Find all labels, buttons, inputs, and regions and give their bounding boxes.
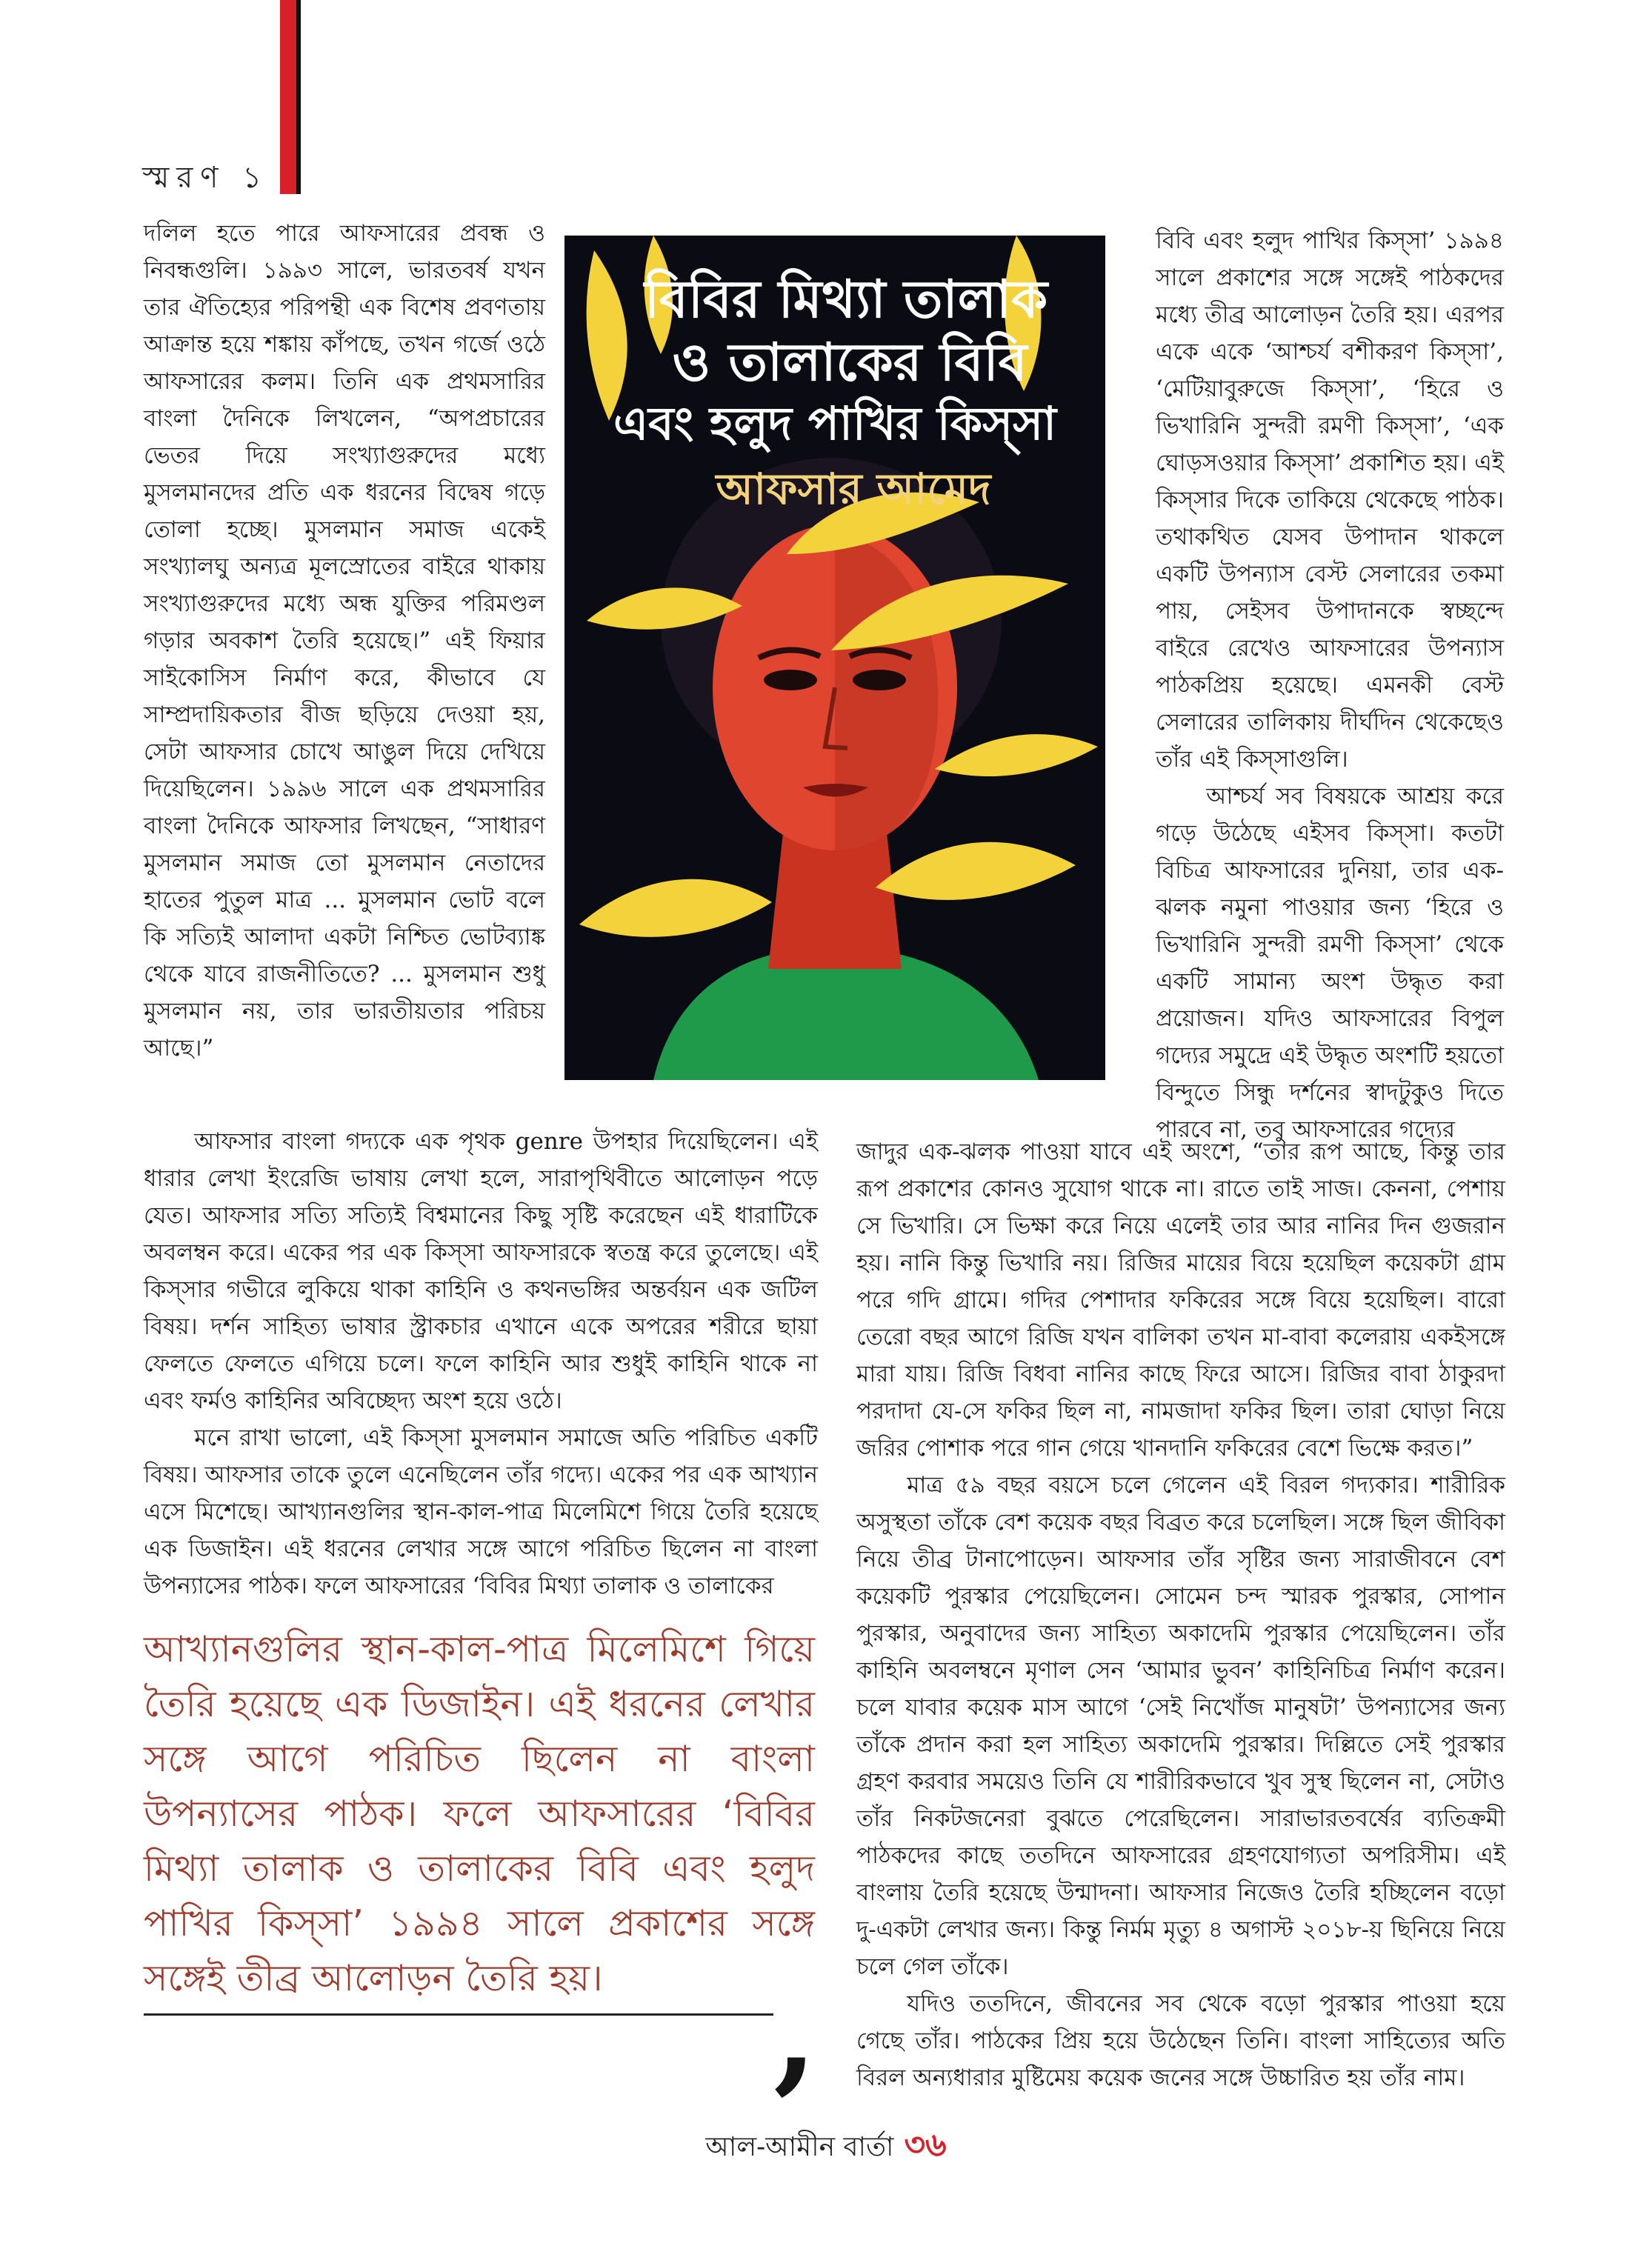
paragraph: মনে রাখা ভালো, এই কিস্‌সা মুসলমান সমাজে অতি পরিচিত একটি বিষয়। আফসার তাকে তুলে এনেছিলেন তাঁর গদ্যে। একের পর এক আখ্যান এসে মিশেছে। আখ্যানগুলির স্থান-কাল-পাত্র মিলেমিশে গিয়ে তৈরি হয়েছে এক ডিজাইন। এই ধরনের লেখার সঙ্গে আগে পরিচিত ছিলেন না বাংলা উপন্যাসের পাঠক। ফলে আফসারের ‘বিবির মিথ্যা তালাক ও তালাকের [144,1424,818,1599]
cover-title-line-3: এবং হলুদ পাখির কিস্‌সা [613,396,1057,450]
book-cover [564,236,1105,1080]
closing-quote-icon: , [773,1959,818,2107]
left-column [144,215,545,1067]
cover-title-line-1: বিবির মিথ্যা তালাক [644,269,1048,330]
paragraph: বিবি এবং হলুদ পাখির কিস্‌সা’ ১৯৯৪ সালে প্রকাশের সঙ্গে সঙ্গেই পাঠকদের মধ্যে তীব্র আলোড়ন তৈরি হয়। এরপর একে একে ‘আশ্চর্য বশীকরণ কিস্‌সা’, ‘মেটিয়াবুরুজে কিস্‌সা’, ‘হিরে ও ভিখারিনি সুন্দরী রমণী কিস্‌সা’, ‘এক ঘোড়সওয়ার কিস্‌সা’ প্রকাশিত হয়। এই কিস্‌সার দিকে তাকিয়ে থেকেছে পাঠক। তথাকথিত যেসব উপাদান থাকলে একটি উপন্যাস বেস্ট সেলারের তকমা পায়, সেইসব উপাদানকে স্বচ্ছন্দে বাইরে রেখেও আফসারের উপন্যাস পাঠকপ্রিয় হয়েছে। এমনকী বেস্ট সেলারের তালিকায় দীর্ঘদিন থেকেছেও তাঁর এই কিস্‌সাগুলি। [1156,227,1504,773]
divider [144,2013,773,2016]
cover-title-line-2: ও তালাকের বিবি [672,332,1027,393]
paragraph: যদিও ততদিনে, জীবনের সব থেকে বড়ো পুরস্কার পাওয়া হয়ে গেছে তাঁর। পাঠকের প্রিয় হয়ে উঠেছেন তিনি। বাংলা সাহিত্যের অতি বিরল অন্যধারার মুষ্টিমেয় কয়েক জনের সঙ্গে উচ্চারিত হয় তাঁর নাম। [856,1990,1505,2091]
cover-right-eye [853,670,906,690]
header-accent-bar-red [280,0,296,194]
page-number: ৩৬ [904,2126,947,2164]
paragraph: আশ্চর্য সব বিষয়কে আশ্রয় করে গড়ে উঠেছে এইসব কিস্‌সা। কতটা বিচিত্র আফসারের দুনিয়া, তার এক-ঝলক নমুনা পাওয়ার জন্য ‘হিরে ও ভিখারিনি সুন্দরী রমণী কিস্‌সা’ থেকে একটি সামান্য অংশ উদ্ধৃত করা প্রয়োজন। যদিও আফসারের বিপুল গদ্যের সমুদ্রে এই উদ্ধৃত অংশটি হয়তো বিন্দুতে সিন্ধু দর্শনের স্বাদটুকুও দিতে পারবে না, তবু আফসারের গদ্যের [1156,783,1504,1143]
lower-right-column [856,1133,1505,2096]
cover-left-eye [764,670,817,690]
page-footer [0,2120,1652,2174]
magazine-name: আল-আমীন বার্তা [705,2132,894,2162]
cover-author: আফসার আমেদ [716,464,991,514]
right-column [1156,222,1504,1148]
paragraph: মাত্র ৫৯ বছর বয়সে চলে গেলেন এই বিরল গদ্যকার। শারীরিক অসুস্থতা তাঁকে বেশ কয়েক বছর বিব্রত করে চলেছিল। সঙ্গে ছিল জীবিকা নিয়ে তীব্র টানাপোড়েন। আফসার তাঁর সৃষ্টির জন্য সারাজীবনে বেশ কয়েকটি পুরস্কার পেয়েছিলেন। সোমেন চন্দ স্মারক পুরস্কার, সোপান পুরস্কার, অনুবাদের জন্য সাহিত্য অকাদেমি পুরস্কার পেয়েছিলেন। তাঁর কাহিনি অবলম্বনে মৃণাল সেন ‘আমার ভুবন’ কাহিনিচিত্র নির্মাণ করেন। চলে যাবার কয়েক মাস আগে ‘সেই নিখোঁজ মানুষটা’ উপন্যাসের জন্য তাঁকে প্রদান করা হল সাহিত্য অকাদেমি পুরস্কার। দিল্লিতে সেই পুরস্কার গ্রহণ করবার সময়েও তিনি যে শারীরিকভাবে খুব সুস্থ ছিলেন না, সেটাও তাঁর নিকটজনেরা বুঝতে পেরেছিলেন। সারাভারতবর্ষের ব্যতিক্রমী পাঠকদের কাছে ততদিনে আফসারের গ্রহণযোগ্যতা অপরিসীম। এই বাংলায় তৈরি হয়েছে উন্মাদনা। আফসার নিজেও তৈরি হচ্ছিলেন বড়ো দু-একটা লেখার জন্য। কিন্তু নির্মম মৃত্যু ৪ অগাস্ট ২০১৮-য় ছিনিয়ে নিয়ে চলে গেল তাঁকে। [856,1472,1505,1980]
paragraph: আফসার বাংলা গদ্যকে এক পৃথক genre উপহার দিয়েছিলেন। এই ধারার লেখা ইংরেজি ভাষায় লেখা হলে, সারাপৃথিবীতে আলোড়ন পড়ে যেত। আফসার সত্যি সত্যিই বিশ্বমানের কিছু সৃষ্টি করেছেন এই ধারাটিকে অবলম্বন করে। একের পর এক কিস্‌সা আফসারকে স্বতন্ত্র করে তুলেছে। এই কিস্‌সার গভীরে লুকিয়ে থাকা কাহিনি ও কথনভঙ্গির অন্তর্বয়ন এক জটিল বিষয়। দর্শন সাহিত্য ভাষার স্ট্রাকচার এখানে একে অপরের শরীরে ছায়া ফেলতে ফেলতে এগিয়ে চলে। ফলে কাহিনি আর শুধুই কাহিনি থাকে না এবং ফর্মও কাহিনির অবিচ্ছেদ্য অংশ হয়ে ওঠে। [144,1128,818,1414]
pull-quote: আখ্যানগুলির স্থান-কাল-পাত্র মিলেমিশে গিয়ে তৈরি হয়েছে এক ডিজাইন। এই ধরনের লেখার সঙ্গে আগে পরিচিত ছিলেন না বাংলা উপন্যাসের পাঠক। ফলে আফসারের ‘বিবির মিথ্যা তালাক ও তালাকের বিবি এবং হলুদ পাখির কিস্‌সা’ ১৯৯৪ সালে প্রকাশের সঙ্গে সঙ্গেই তীব্র আলোড়ন তৈরি হয়। [144,1628,815,1999]
paragraph: দলিল হতে পারে আফসারের প্রবন্ধ ও নিবন্ধগুলি। ১৯৯৩ সালে, ভারতবর্ষ যখন তার ঐতিহ্যের পরিপন্থী এক বিশেষ প্রবণতায় আক্রান্ত হয়ে শঙ্কায় কাঁপছে, তখন গর্জে ওঠে আফসারের কলম। তিনি এক প্রথমসারির বাংলা দৈনিকে লিখলেন, “অপপ্রচারের ভেতর দিয়ে সংখ্যাগুরুদের মধ্যে মুসলমানদের প্রতি এক ধরনের বিদ্বেষ গড়ে তোলা হচ্ছে। মুসলমান সমাজ একেই সংখ্যালঘু অন্যত্র মূলস্রোতের বাইরে থাকায় সংখ্যাগুরুদের মধ্যে অন্ধ যুক্তির পরিমণ্ডল গড়ার অবকাশ তৈরি হয়েছে।” এই ফিয়ার সাইকোসিস নির্মাণ করে, কীভাবে যে সাম্প্রদায়িকতার বীজ ছড়িয়ে দেওয়া হয়, সেটা আফসার চোখে আঙুল দিয়ে দেখিয়ে দিয়েছিলেন। ১৯৯৬ সালে এক প্রথমসারির বাংলা দৈনিকে আফসার লিখছেন, “সাধারণ মুসলমান সমাজ তো মুসলমান নেতাদের হাতের পুতুল মাত্র ... মুসলমান ভোট বলে কি সত্যিই আলাদা একটা নিশ্চিত ভোটব্যাঙ্ক থেকে যাবে রাজনীতিতে? ... মুসলমান শুধু মুসলমান নয়, তার ভারতীয়তার পরিচয় আছে।” [144,220,545,1062]
section-label: স্মরণ ১ [142,161,270,195]
paragraph: জাদুর এক-ঝলক পাওয়া যাবে এই অংশে, “তার রূপ আছে, কিন্তু তার রূপ প্রকাশের কোনও সুযোগ থাকে না। রাতে তাই সাজ। কেননা, পেশায় সে ভিখারি। সে ভিক্ষা করে নিয়ে এলেই তার আর নানির দিন গুজরান হয়। নানি কিন্তু ভিখারি নয়। রিজির মায়ের বিয়ে হয়েছিল কয়েকটা গ্রাম পরে গদি গ্রামে। গদির পেশাদার ফকিরের সঙ্গে বিয়ে হয়েছিল। বারো তেরো বছর আগে রিজি যখন বালিকা তখন মা-বাবা কলেরায় একইসঙ্গে মারা যায়। রিজি বিধবা নানির কাছে ফিরে আসে। রিজির বাবা ঠাকুরদা পরদাদা যে-সে ফকির ছিল না, নামজাদা ফকির ছিল। তারা ঘোড়া নিয়ে জরির পোশাক পরে গান গেয়ে খানদানি ফকিরের বেশে ভিক্ষে করত।” [856,1139,1505,1462]
lower-left-column [144,1123,818,1604]
header-accent-bar-black [296,0,301,194]
